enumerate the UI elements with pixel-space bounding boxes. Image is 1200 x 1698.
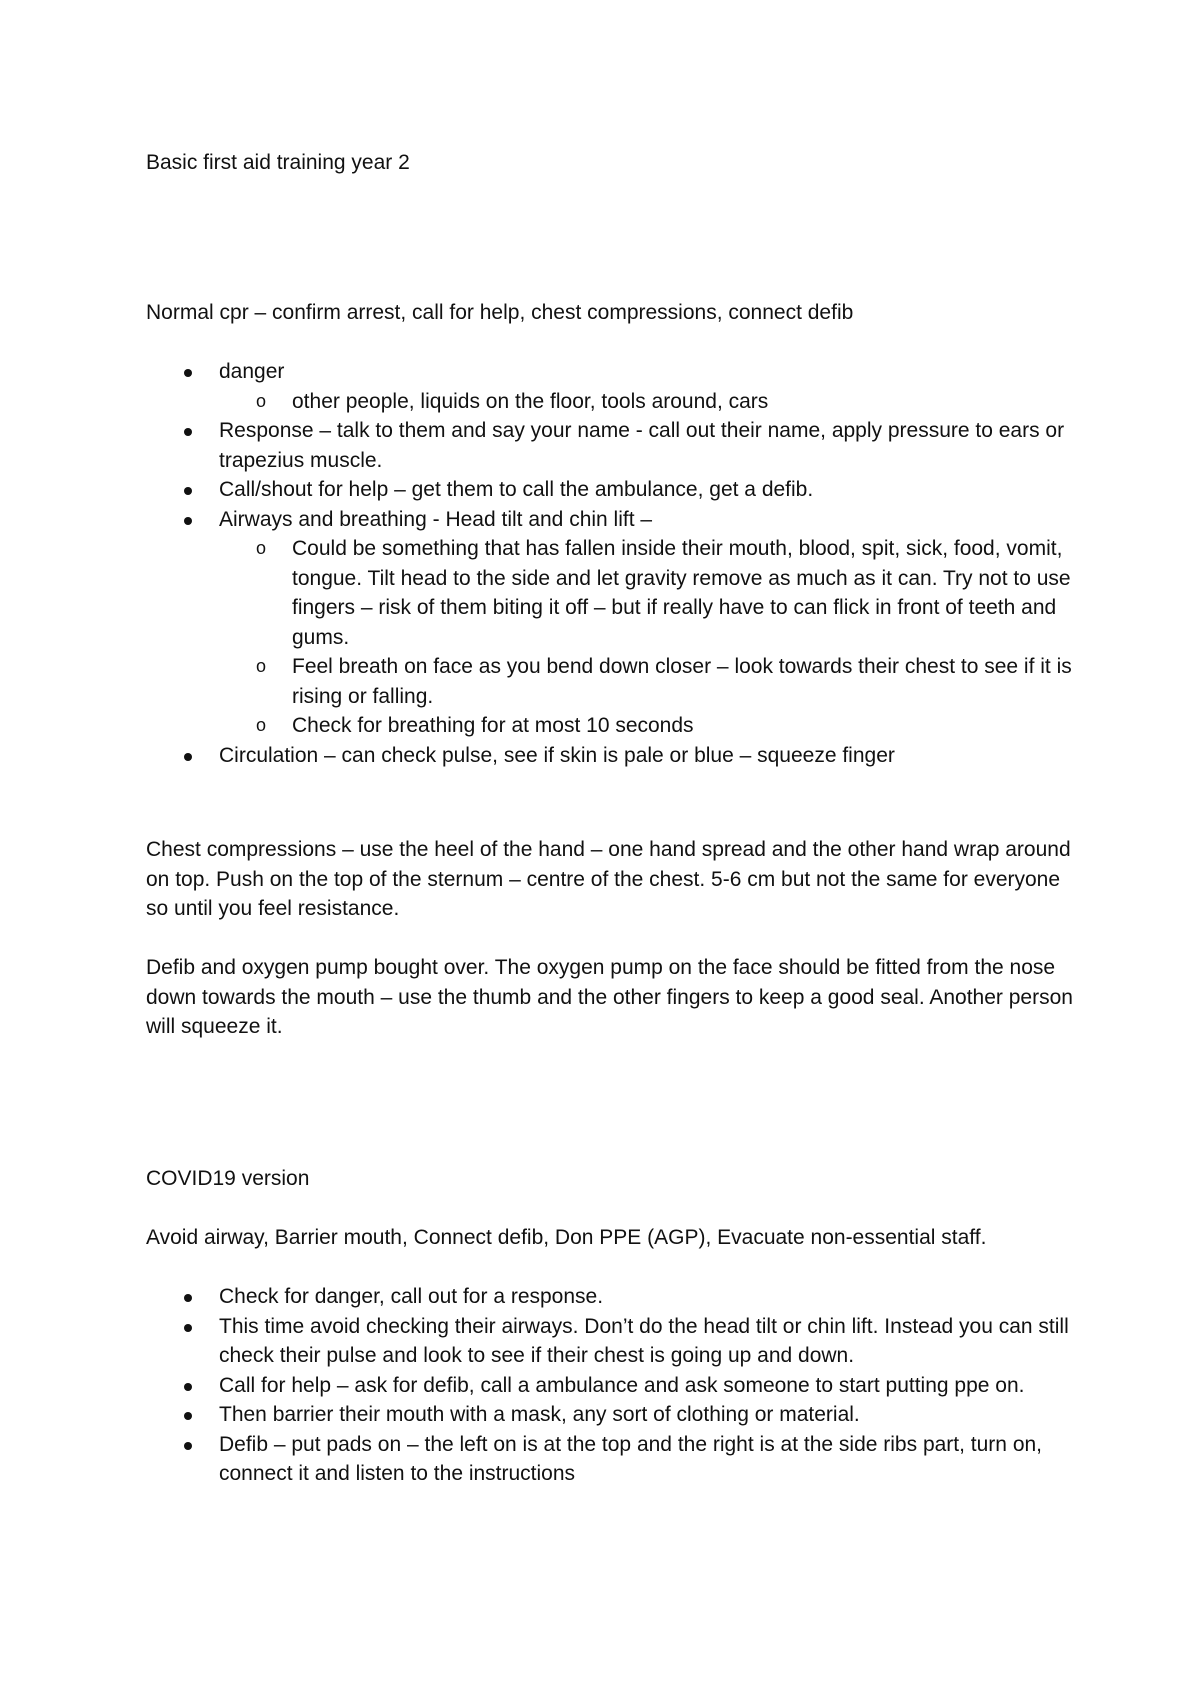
document-title: Basic first aid training year 2 <box>146 151 410 174</box>
sub-list-item-text: Check for breathing for at most 10 seconds <box>292 714 694 737</box>
sub-list <box>219 534 1086 741</box>
bullet-icon <box>184 1442 192 1450</box>
list-item <box>146 1282 1086 1312</box>
list-item-text: Call for help – ask for defib, call a ambulance and ask someone to start putting ppe on. <box>219 1373 1025 1397</box>
sub-list-item-text: Could be something that has fallen inside their mouth, blood, spit, sick, food, vomit, tongue. Tilt head to the side and let gravity remove as much as it can. Try not to use fingers – risk of them biting it off – but if really have to can flick in front of teeth and gums. <box>292 537 1071 649</box>
chest-compressions-paragraph: Chest compressions – use the heel of the hand – one hand spread and the other hand wrap around on top. Push on the top of the sternum – centre of the chest. 5-6 cm but not the same for everyone so until you feel resistance. <box>146 838 1071 920</box>
bullet-icon <box>184 428 192 436</box>
list-item <box>146 1400 1086 1430</box>
list-item <box>146 741 1086 771</box>
list-item-text: Airways and breathing - Head tilt and chin lift – <box>219 507 653 531</box>
list-item-text: Defib – put pads on – the left on is at the top and the right is at the side ribs part, turn on, connect it and listen to the instructions <box>219 1432 1043 1485</box>
bullet-icon <box>184 1412 192 1420</box>
bullet-icon <box>184 1294 192 1302</box>
list-item <box>146 1430 1086 1489</box>
sub-list-item-text: Feel breath on face as you bend down closer – look towards their chest to see if it is rising or falling. <box>292 655 1072 708</box>
bullet-icon <box>184 753 192 761</box>
sub-list-item <box>219 534 1086 652</box>
list-item <box>146 416 1086 475</box>
list-item-text: Call/shout for help – get them to call the ambulance, get a defib. <box>219 478 814 501</box>
list-item <box>146 1371 1086 1401</box>
list-item <box>146 475 1086 505</box>
bullet-icon <box>184 1383 192 1391</box>
bullet-icon <box>184 1324 192 1332</box>
list-item-text: danger <box>219 360 285 383</box>
circle-bullet-icon: o <box>256 538 267 558</box>
sub-list-item <box>219 711 1086 741</box>
bullet-icon <box>184 369 192 377</box>
list-item-text: Check for danger, call out for a response. <box>219 1285 604 1308</box>
list-item <box>146 505 1086 741</box>
list-item-text: Circulation – can check pulse, see if skin is pale or blue – squeeze finger <box>219 743 895 767</box>
list-item-text: This time avoid checking their airways. Don’t do the head tilt or chin lift. Instead you can still check their pulse and look to see if their chest is going up and down. <box>219 1314 1069 1367</box>
circle-bullet-icon: o <box>256 715 267 735</box>
sub-list-item <box>219 387 1086 417</box>
covid-list <box>146 1282 1086 1489</box>
list-item-text: Response – talk to them and say your name - call out their name, apply pressure to ears or trapezius muscle. <box>219 419 1065 472</box>
sub-list-item-text: other people, liquids on the floor, tools around, cars <box>292 389 769 413</box>
circle-bullet-icon: o <box>256 656 267 676</box>
normal-cpr-list <box>146 357 1086 770</box>
list-item-text: Then barrier their mouth with a mask, any sort of clothing or material. <box>219 1403 860 1426</box>
bullet-icon <box>184 487 192 495</box>
normal-cpr-heading: Normal cpr – confirm arrest, call for help, chest compressions, connect defib <box>146 301 854 324</box>
list-item <box>146 1312 1086 1371</box>
bullet-icon <box>184 517 192 525</box>
defib-oxygen-paragraph: Defib and oxygen pump bought over. The oxygen pump on the face should be fitted from the nose down towards the mouth – use the thumb and the other fingers to keep a good seal. Another person will squeeze it. <box>146 956 1073 1038</box>
covid-heading: COVID19 version <box>146 1167 310 1190</box>
list-item <box>146 357 1086 416</box>
sub-list-item <box>219 652 1086 711</box>
covid-summary: Avoid airway, Barrier mouth, Connect defib, Don PPE (AGP), Evacuate non-essential staff. <box>146 1226 987 1249</box>
sub-list <box>219 387 1086 417</box>
circle-bullet-icon: o <box>256 390 267 411</box>
